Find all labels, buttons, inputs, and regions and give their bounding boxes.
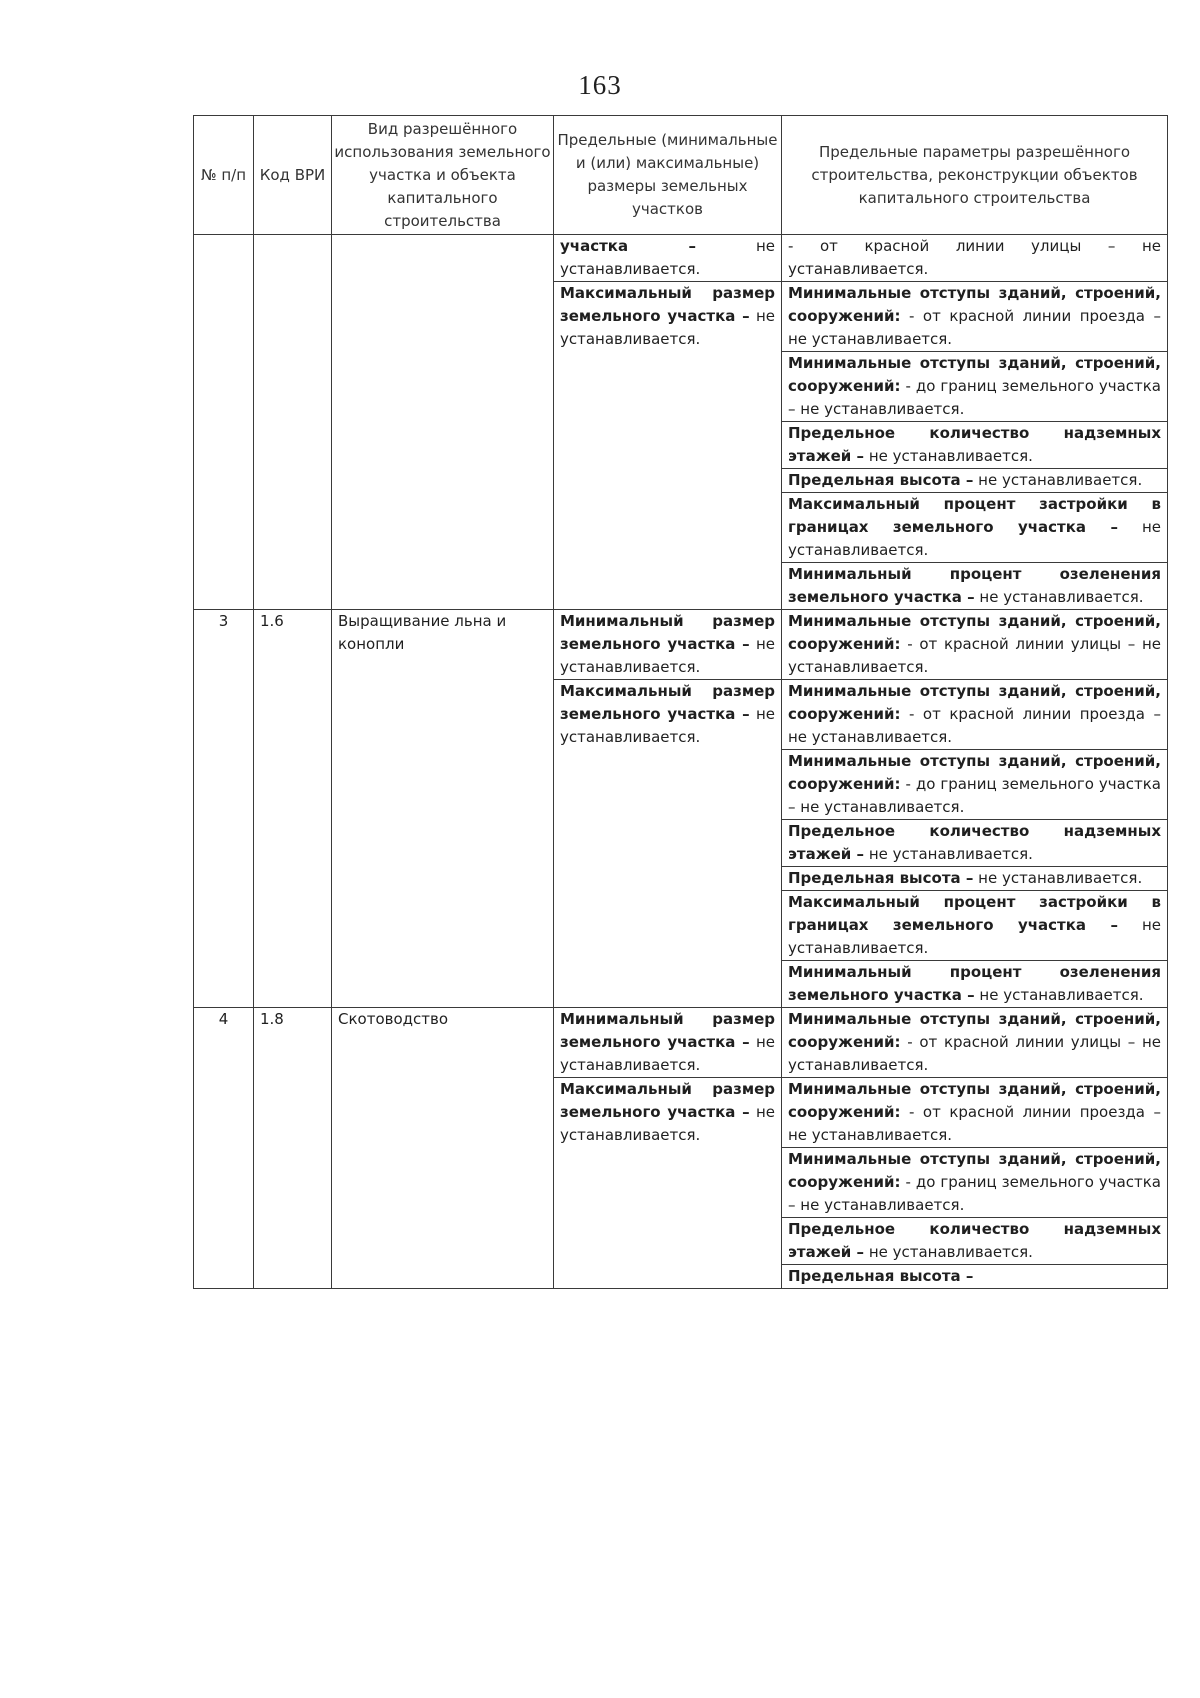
table-row-continued (194, 235, 1168, 282)
cell-num: 4 (194, 1008, 254, 1289)
param-label: Максимальный процент застройки в границах земельного участка – (788, 893, 1161, 934)
cell-max-size (554, 282, 782, 610)
param-label: Предельное количество надземных этажей – (788, 424, 1161, 465)
cell-param (782, 1265, 1168, 1289)
cell-param (782, 750, 1168, 820)
cell-param (782, 891, 1168, 961)
cell-param (782, 493, 1168, 563)
param-label: Предельное количество надземных этажей – (788, 1220, 1161, 1261)
header-params: Предельные параметры разрешённого строительства, реконструкции объектов капитального строительства (782, 116, 1168, 235)
min-size-label: участка – (560, 237, 696, 255)
min-size-value: не устанавливается. (560, 635, 775, 676)
cell-num (194, 235, 254, 610)
table-row (194, 1008, 1168, 1078)
max-size-label: Максимальный размер земельного участка – (560, 284, 775, 325)
param-value: не устанавливается. (978, 471, 1143, 489)
param-label: Минимальные отступы зданий, строений, сооружений: (788, 1010, 1161, 1051)
cell-param (782, 820, 1168, 867)
param-value: - до границ земельного участка – не устанавливается. (788, 377, 1161, 418)
cell-param (782, 352, 1168, 422)
param-value: - от красной линии улицы – не устанавливается. (788, 237, 1161, 278)
param-label: Минимальные отступы зданий, строений, сооружений: (788, 1080, 1161, 1121)
param-value: - до границ земельного участка – не устанавливается. (788, 1173, 1161, 1214)
param-value: - от красной линии проезда – не устанавливается. (788, 705, 1161, 746)
param-label: Минимальные отступы зданий, строений, сооружений: (788, 284, 1161, 325)
param-value: не устанавливается. (788, 916, 1161, 957)
param-value: не устанавливается. (978, 869, 1143, 887)
cell-use (332, 235, 554, 610)
table-row (194, 610, 1168, 680)
max-size-value: не устанавливается. (560, 307, 775, 348)
header-code: Код ВРИ (254, 116, 332, 235)
cell-param (782, 422, 1168, 469)
cell-param (782, 867, 1168, 891)
param-label: Минимальные отступы зданий, строений, сооружений: (788, 682, 1161, 723)
param-value: - от красной линии проезда – не устанавливается. (788, 307, 1161, 348)
cell-use: Скотоводство (332, 1008, 554, 1289)
cell-param (782, 1218, 1168, 1265)
max-size-value: не устанавливается. (560, 705, 775, 746)
page-number: 163 (578, 70, 622, 100)
cell-max-size (554, 1078, 782, 1289)
param-label: Минимальный процент озеленения земельного участка – (788, 565, 1161, 606)
cell-max-size (554, 680, 782, 1008)
min-size-label: Минимальный размер земельного участка – (560, 612, 775, 653)
header-num: № п/п (194, 116, 254, 235)
max-size-label: Максимальный размер земельного участка – (560, 1080, 775, 1121)
cell-code: 1.6 (254, 610, 332, 1008)
param-label: Максимальный процент застройки в границах земельного участка – (788, 495, 1161, 536)
cell-min-size (554, 235, 782, 282)
param-label: Минимальный процент озеленения земельного участка – (788, 963, 1161, 1004)
min-size-value: не устанавливается. (560, 1033, 775, 1074)
param-value: не устанавливается. (864, 447, 1033, 465)
param-value: не устанавливается. (979, 588, 1144, 606)
param-value: - до границ земельного участка – не устанавливается. (788, 775, 1161, 816)
param-value: не устанавливается. (979, 986, 1144, 1004)
param-label: Предельное количество надземных этажей – (788, 822, 1161, 863)
min-size-label: Минимальный размер земельного участка – (560, 1010, 775, 1051)
table-header-row (194, 116, 1168, 235)
cell-use: Выращивание льна и конопли (332, 610, 554, 1008)
cell-min-size (554, 1008, 782, 1078)
cell-param (782, 235, 1168, 282)
param-value: - от красной линии улицы – не устанавливается. (788, 635, 1161, 676)
max-size-value: не устанавливается. (560, 1103, 775, 1144)
cell-param (782, 1008, 1168, 1078)
cell-num: 3 (194, 610, 254, 1008)
header-sizes: Предельные (минимальные и (или) максимальные) размеры земельных участков (554, 116, 782, 235)
cell-param (782, 610, 1168, 680)
cell-param (782, 680, 1168, 750)
cell-min-size (554, 610, 782, 680)
param-value: - от красной линии улицы – не устанавливается. (788, 1033, 1161, 1074)
param-label: Минимальные отступы зданий, строений, сооружений: (788, 752, 1161, 793)
param-label: Предельная высота – (788, 471, 974, 489)
param-value: не устанавливается. (788, 518, 1161, 559)
cell-param (782, 563, 1168, 610)
param-label: Предельная высота – (788, 869, 974, 887)
param-label: Предельная высота – (788, 1267, 974, 1285)
cell-param (782, 1078, 1168, 1148)
param-label: Минимальные отступы зданий, строений, сооружений: (788, 354, 1161, 395)
param-value: не устанавливается. (864, 845, 1033, 863)
cell-param (782, 961, 1168, 1008)
header-use: Вид разрешённого использования земельного участка и объекта капитального строительства (332, 116, 554, 235)
cell-param (782, 282, 1168, 352)
cell-code (254, 235, 332, 610)
param-value: не устанавливается. (864, 1243, 1033, 1261)
max-size-label: Максимальный размер земельного участка – (560, 682, 775, 723)
min-size-value: не устанавливается. (560, 237, 775, 278)
cell-param (782, 469, 1168, 493)
param-label: Минимальные отступы зданий, строений, сооружений: (788, 1150, 1161, 1191)
cell-code: 1.8 (254, 1008, 332, 1289)
param-label: Минимальные отступы зданий, строений, сооружений: (788, 612, 1161, 653)
param-value: - от красной линии проезда – не устанавливается. (788, 1103, 1161, 1144)
land-use-table (193, 115, 1168, 1289)
cell-param (782, 1148, 1168, 1218)
